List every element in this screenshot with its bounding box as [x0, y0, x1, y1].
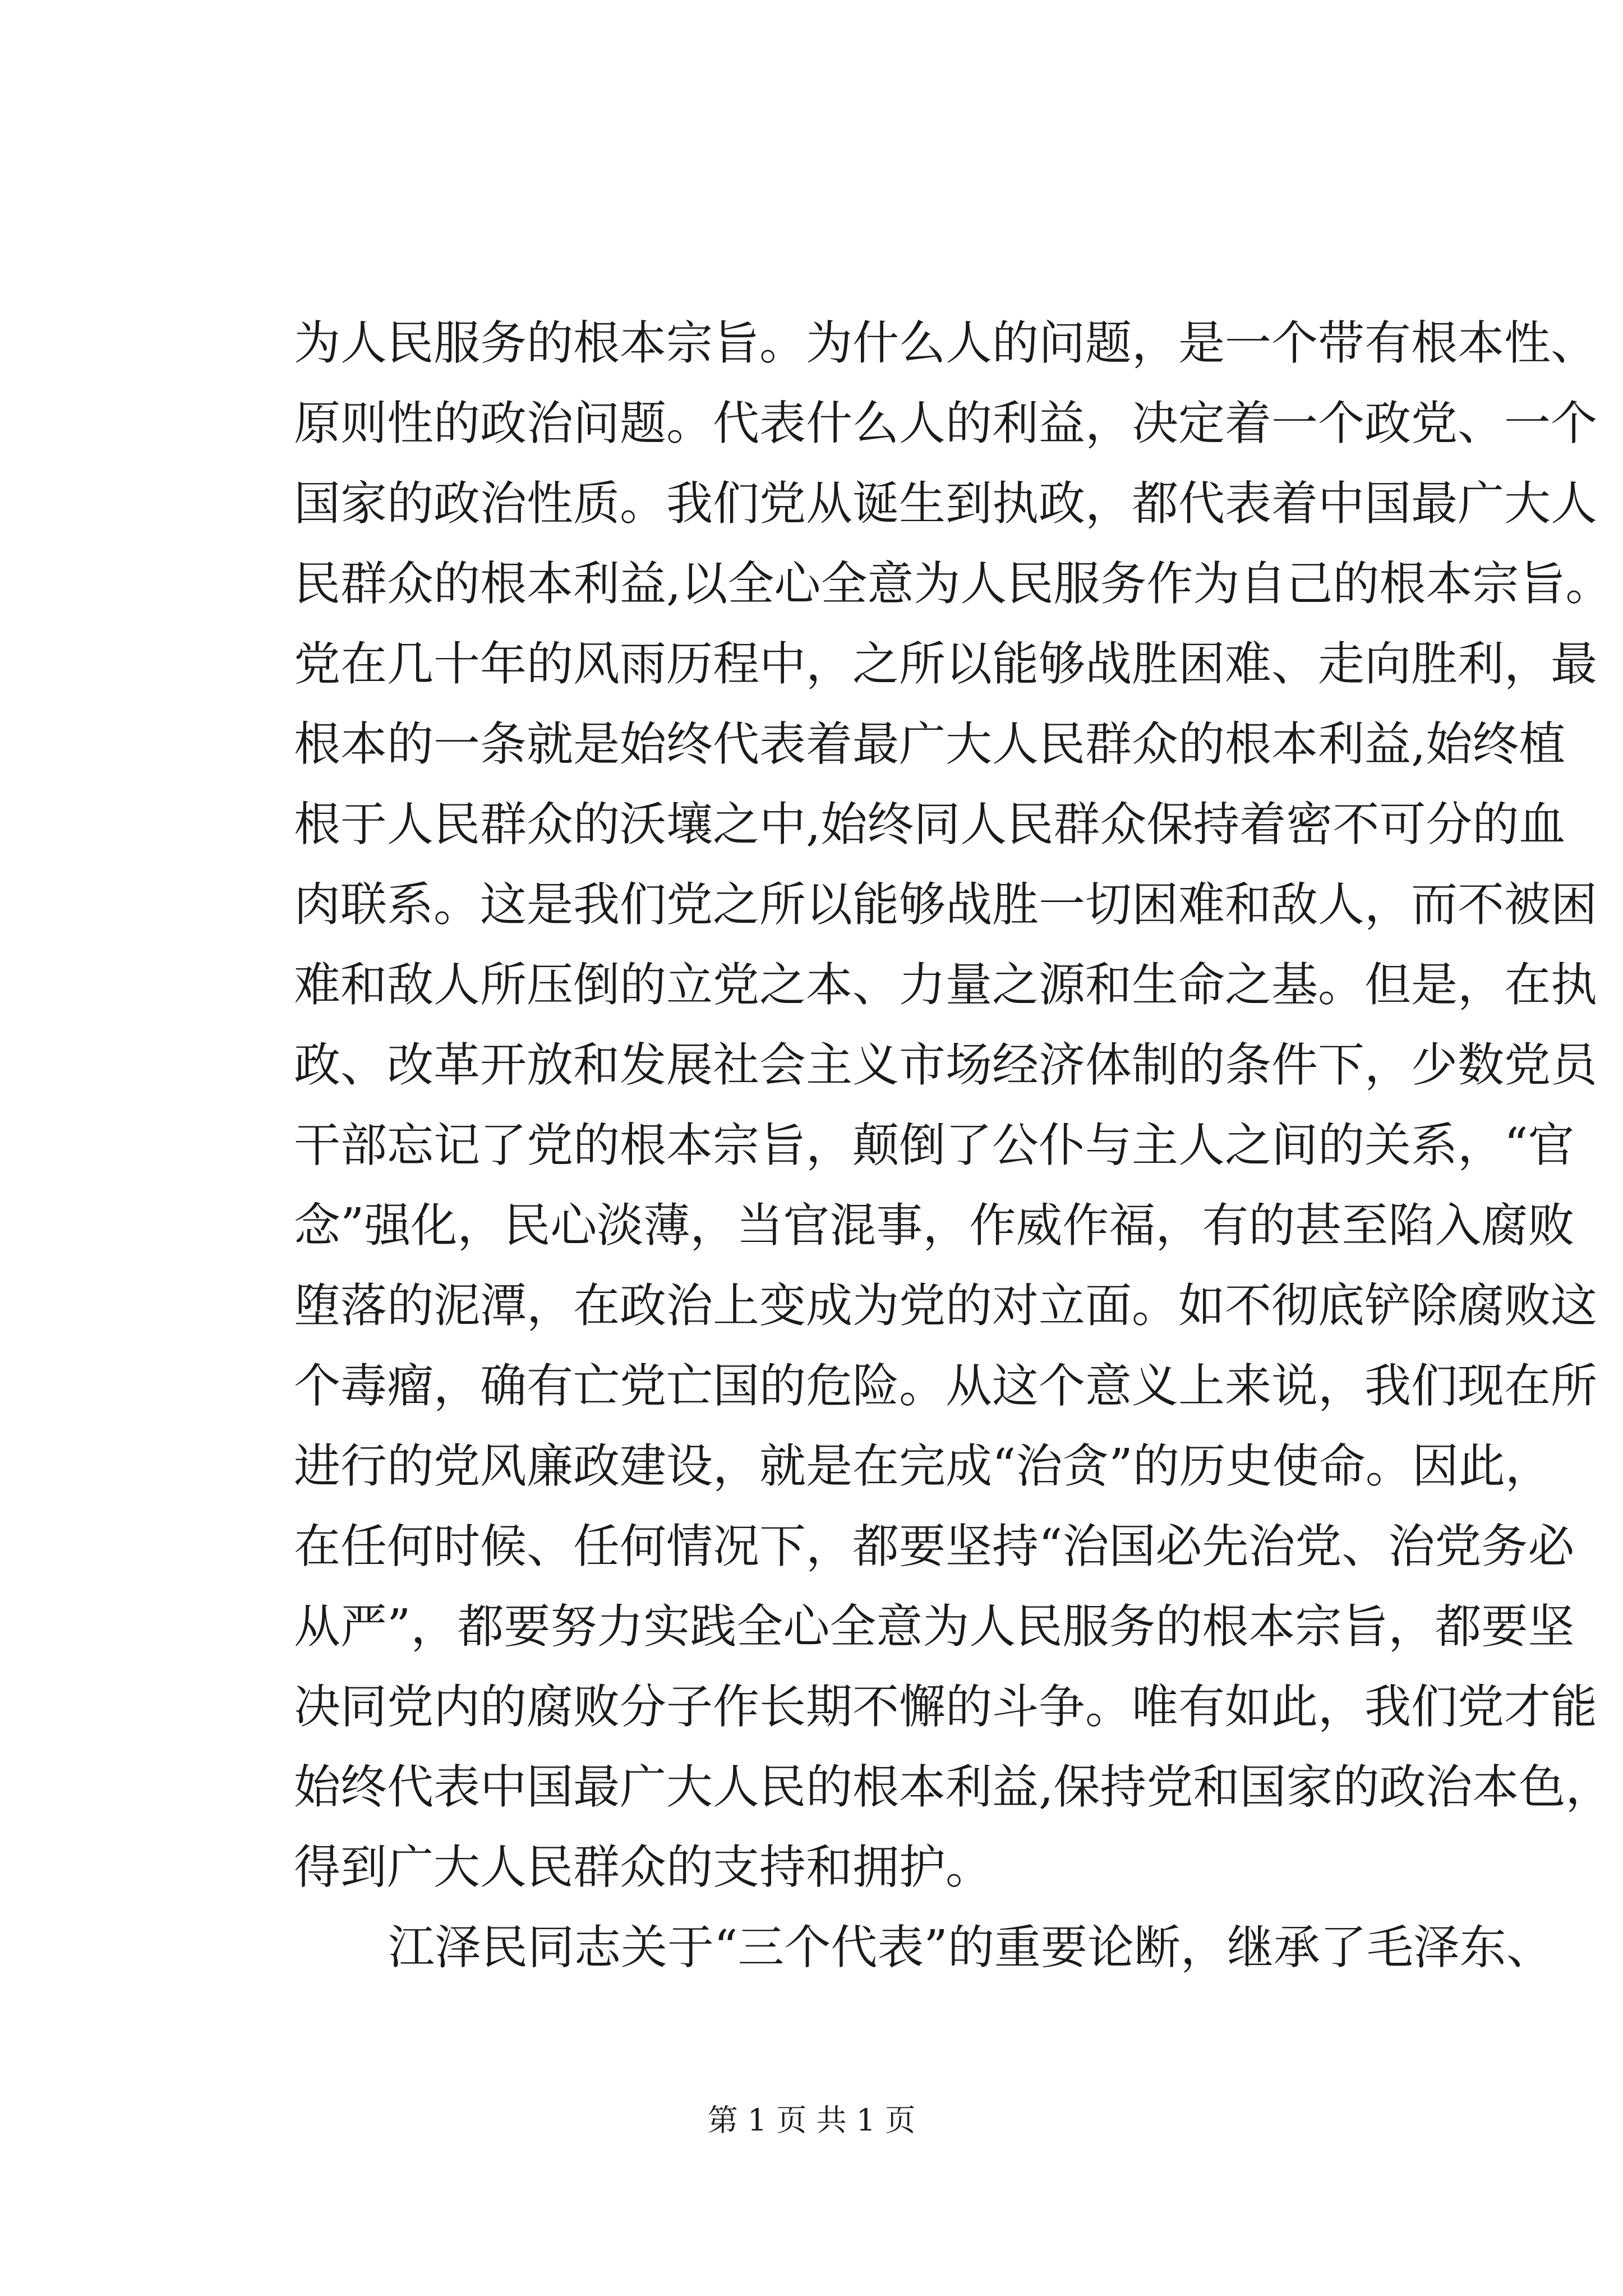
paragraph-1 [294, 303, 1612, 1907]
text-line: 从严”，都要努力实践全心全意为人民服务的根本宗旨，都要坚 [294, 1599, 1575, 1654]
text-line: 为人民服务的根本宗旨。为什么人的问题，是一个带有根本性、 [294, 316, 1597, 370]
text-line: 堕落的泥潭，在政治上变成为党的对立面。如不彻底铲除腐败这 [294, 1278, 1597, 1333]
text-line: 江泽民同志关于“三个代表”的重要论断，继承了毛泽东、 [388, 1920, 1553, 1975]
text-line: 干部忘记了党的根本宗旨，颠倒了公仆与主人之间的关系，“官 [294, 1118, 1575, 1172]
text-line: 肉联系。这是我们党之所以能够战胜一切困难和敌人，而不被困 [294, 877, 1597, 932]
text-line: 根于人民群众的沃壤之中,始终同人民群众保持着密不可分的血 [294, 797, 1566, 852]
text-line: 难和敌人所压倒的立党之本、力量之源和生命之基。但是，在执 [294, 958, 1597, 1012]
page-footer: 第 1 页 共 1 页 [707, 2102, 916, 2138]
text-line: 原则性的政治问题。代表什么人的利益，决定着一个政党、一个 [294, 396, 1597, 450]
text-line: 国家的政治性质。我们党从诞生到执政，都代表着中国最广大人 [294, 476, 1597, 531]
text-line: 决同党内的腐败分子作长期不懈的斗争。唯有如此，我们党才能 [294, 1680, 1597, 1734]
text-line: 在任何时候、任何情况下，都要坚持“治国必先治党、治党务必 [294, 1519, 1575, 1573]
text-line: 政、改革开放和发展社会主义市场经济体制的条件下，少数党员 [294, 1038, 1597, 1092]
text-line: 民群众的根本利益,以全心全意为人民服务作为自己的根本宗旨。 [294, 556, 1612, 611]
text-line: 党在几十年的风雨历程中，之所以能够战胜困难、走向胜利，最 [294, 637, 1597, 691]
body-text [294, 303, 1612, 1987]
text-line: 个毒瘤，确有亡党亡国的危险。从这个意义上来说，我们现在所 [294, 1359, 1597, 1413]
text-line: 进行的党风廉政建设，就是在完成“治贪”的历史使命。因此， [294, 1439, 1552, 1493]
text-line: 得到广大人民群众的支持和拥护。 [294, 1840, 992, 1894]
paragraph-2 [294, 1907, 1553, 1987]
text-line: 始终代表中国最广大人民的根本利益,保持党和国家的政治本色， [294, 1760, 1612, 1814]
text-line: 根本的一条就是始终代表着最广大人民群众的根本利益,始终植 [294, 717, 1566, 771]
text-line: 念”强化，民心淡薄，当官混事，作威作福，有的甚至陷入腐败 [294, 1198, 1575, 1253]
